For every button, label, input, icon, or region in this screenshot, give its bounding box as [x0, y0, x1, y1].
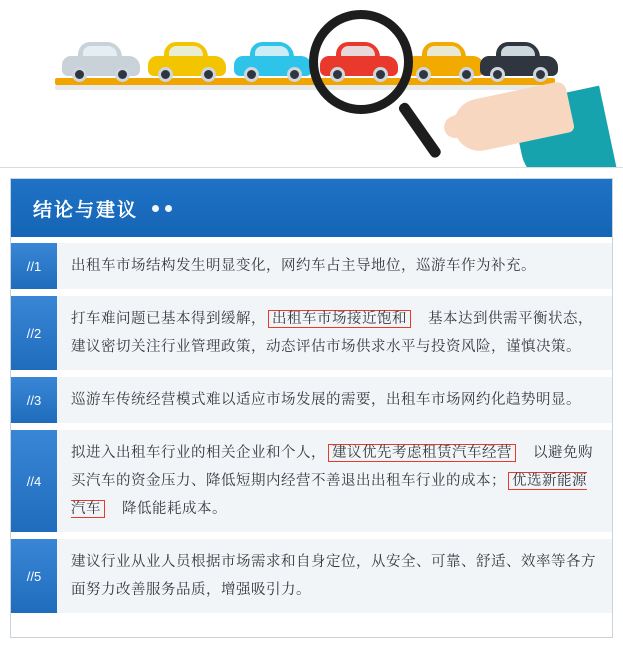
conclusions-card: [10, 178, 613, 638]
row-number-badge: //2: [11, 296, 57, 370]
text-segment: 基本达到供需平衡状态，建议密切关注行业管理政策，动态评估市场供求水平与投资风险，谨慎决策。: [71, 311, 593, 355]
row-text: [57, 539, 612, 613]
hero-divider: [0, 167, 623, 168]
conclusion-row: [11, 430, 612, 532]
hero-illustration: [0, 0, 623, 168]
row-number-badge: //5: [11, 539, 57, 613]
car-cyan: [234, 38, 312, 82]
page-title: 结论与建议: [33, 199, 139, 221]
road-shadow: [55, 85, 555, 90]
magnifier-icon: [309, 10, 413, 114]
car-orange: [406, 38, 484, 82]
row-text: [57, 430, 612, 532]
header-dots-icon: [152, 205, 172, 212]
text-segment: 拟进入出租车行业的相关企业和个人，: [71, 445, 326, 461]
conclusion-row: [11, 296, 612, 370]
car-black: [480, 38, 558, 82]
hand-icon: [433, 92, 583, 168]
car-silver: [62, 38, 140, 82]
highlighted-phrase: 优选新能源汽车: [71, 473, 587, 517]
row-number-badge: //4: [11, 430, 57, 532]
row-text: [57, 296, 612, 370]
text-segment: 降低能耗成本。: [107, 501, 227, 517]
text-segment: 以避免购买汽车的资金压力、降低短期内经营不善退出出租车行业的成本；: [71, 445, 593, 489]
text-segment: 出租车市场结构发生明显变化，网约车占主导地位，巡游车作为补充。: [71, 258, 536, 274]
car-yellow: [148, 38, 226, 82]
text-segment: 打车难问题已基本得到缓解，: [71, 311, 266, 327]
row-number-badge: //3: [11, 377, 57, 423]
highlighted-phrase: 出租车市场接近饱和: [268, 310, 411, 328]
card-bottom-line: [11, 634, 612, 637]
card-header: [11, 179, 612, 237]
text-segment: 巡游车传统经营模式难以适应市场发展的需要，出租车市场网约化趋势明显。: [71, 392, 581, 408]
row-number-badge: //1: [11, 243, 57, 289]
conclusion-list: [11, 237, 612, 630]
highlighted-phrase: 建议优先考虑租赁汽车经营: [328, 444, 516, 462]
conclusion-row: [11, 377, 612, 423]
row-text: [57, 243, 612, 289]
conclusion-row: [11, 539, 612, 613]
text-segment: 建议行业从业人员根据市场需求和自身定位，从安全、可靠、舒适、效率等各方面努力改善服务品质，增强吸引力。: [71, 554, 596, 598]
conclusion-row: [11, 243, 612, 289]
row-text: [57, 377, 612, 423]
